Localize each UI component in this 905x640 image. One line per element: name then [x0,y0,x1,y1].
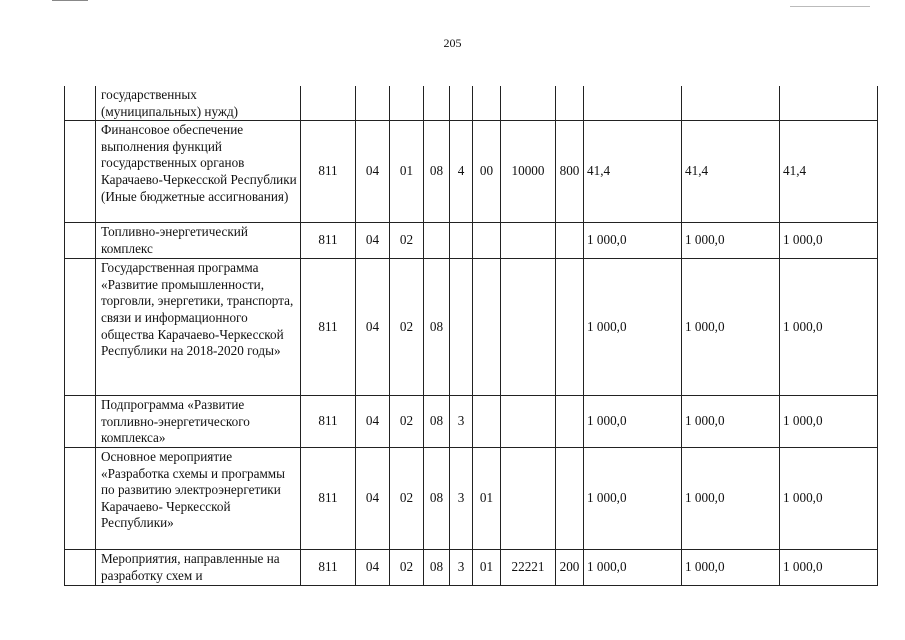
table-row [65,86,878,121]
expense-type-code-cell [556,396,584,448]
amount-year2-cell: 1 000,0 [682,259,780,396]
subsection-code-cell: 02 [390,223,424,259]
section-code-cell: 04 [356,259,390,396]
direction-code-cell [501,447,556,549]
subprogram-code-cell [450,223,473,259]
subsection-code-cell: 02 [390,396,424,448]
subsection-code-cell: 02 [390,549,424,585]
section-code-cell: 04 [356,447,390,549]
budget-table [64,86,878,586]
table-row [65,259,878,396]
subsection-code-cell [390,86,424,121]
admin-code-cell: 811 [301,121,356,223]
direction-code-cell: 10000 [501,121,556,223]
table-row [65,447,878,549]
admin-code-cell [301,86,356,121]
section-code-cell: 04 [356,121,390,223]
section-code-cell: 04 [356,549,390,585]
subprogram-code-cell: 3 [450,549,473,585]
admin-code-cell: 811 [301,259,356,396]
direction-code-cell: 22221 [501,549,556,585]
program-code-cell: 08 [424,121,450,223]
program-code-cell: 08 [424,259,450,396]
amount-year1-cell: 1 000,0 [584,259,682,396]
section-code-cell: 04 [356,396,390,448]
main-activity-code-cell [473,396,501,448]
program-code-cell [424,223,450,259]
subprogram-code-cell [450,259,473,396]
subsection-code-cell: 02 [390,447,424,549]
admin-code-cell: 811 [301,223,356,259]
row-number-cell [65,121,96,223]
admin-code-cell: 811 [301,447,356,549]
table-row [65,223,878,259]
program-code-cell: 08 [424,549,450,585]
amount-year1-cell [584,86,682,121]
scan-edge-mark-top-left [52,0,88,1]
row-number-cell [65,86,96,121]
amount-year1-cell: 1 000,0 [584,223,682,259]
amount-year1-cell: 1 000,0 [584,396,682,448]
row-number-cell [65,447,96,549]
expense-type-code-cell: 200 [556,549,584,585]
row-name-cell: Подпрограмма «Развитие топливно-энергетического комплекса» [96,396,301,448]
row-number-cell [65,259,96,396]
row-number-cell [65,396,96,448]
row-name-cell: Топливно-энергетический комплекс [96,223,301,259]
amount-year2-cell [682,86,780,121]
amount-year1-cell: 1 000,0 [584,549,682,585]
row-name-cell: Финансовое обеспечение выполнения функций государственных органов Карачаево-Черкесской Республики (Иные бюджетные ассигнования) [96,121,301,223]
amount-year3-cell: 1 000,0 [780,447,878,549]
amount-year3-cell: 1 000,0 [780,396,878,448]
direction-code-cell [501,259,556,396]
subprogram-code-cell: 3 [450,396,473,448]
table-row [65,396,878,448]
expense-type-code-cell [556,223,584,259]
amount-year1-cell: 41,4 [584,121,682,223]
amount-year2-cell: 1 000,0 [682,447,780,549]
main-activity-code-cell [473,86,501,121]
page-number: 205 [443,36,462,50]
main-activity-code-cell: 01 [473,549,501,585]
admin-code-cell: 811 [301,549,356,585]
main-activity-code-cell: 01 [473,447,501,549]
amount-year1-cell: 1 000,0 [584,447,682,549]
section-code-cell: 04 [356,223,390,259]
row-name-cell: Основное мероприятие «Разработка схемы и программы по развитию электроэнергетики Карачаево- Черкесской Республики» [96,447,301,549]
program-code-cell: 08 [424,396,450,448]
scan-edge-mark-top-right [790,6,870,7]
subprogram-code-cell [450,86,473,121]
main-activity-code-cell [473,259,501,396]
subprogram-code-cell: 3 [450,447,473,549]
amount-year3-cell: 1 000,0 [780,549,878,585]
row-name-cell: Государственная программа «Развитие промышленности, торговли, энергетики, транспорта, связи и информационного общества Карачаево-Черкесской Республики на 2018-2020 годы» [96,259,301,396]
table-row [65,549,878,585]
amount-year2-cell: 1 000,0 [682,223,780,259]
amount-year3-cell: 1 000,0 [780,259,878,396]
expense-type-code-cell [556,447,584,549]
row-name-cell: государственных (муниципальных) нужд) [96,86,301,121]
expense-type-code-cell: 800 [556,121,584,223]
amount-year2-cell: 1 000,0 [682,396,780,448]
section-code-cell [356,86,390,121]
subprogram-code-cell: 4 [450,121,473,223]
admin-code-cell: 811 [301,396,356,448]
expense-type-code-cell [556,86,584,121]
row-number-cell [65,549,96,585]
main-activity-code-cell [473,223,501,259]
amount-year3-cell: 41,4 [780,121,878,223]
main-activity-code-cell: 00 [473,121,501,223]
subsection-code-cell: 02 [390,259,424,396]
amount-year2-cell: 1 000,0 [682,549,780,585]
row-number-cell [65,223,96,259]
program-code-cell: 08 [424,447,450,549]
amount-year3-cell: 1 000,0 [780,223,878,259]
direction-code-cell [501,396,556,448]
direction-code-cell [501,223,556,259]
direction-code-cell [501,86,556,121]
amount-year3-cell [780,86,878,121]
row-name-cell: Мероприятия, направленные на разработку схем и [96,549,301,585]
expense-type-code-cell [556,259,584,396]
table-row [65,121,878,223]
program-code-cell [424,86,450,121]
subsection-code-cell: 01 [390,121,424,223]
amount-year2-cell: 41,4 [682,121,780,223]
